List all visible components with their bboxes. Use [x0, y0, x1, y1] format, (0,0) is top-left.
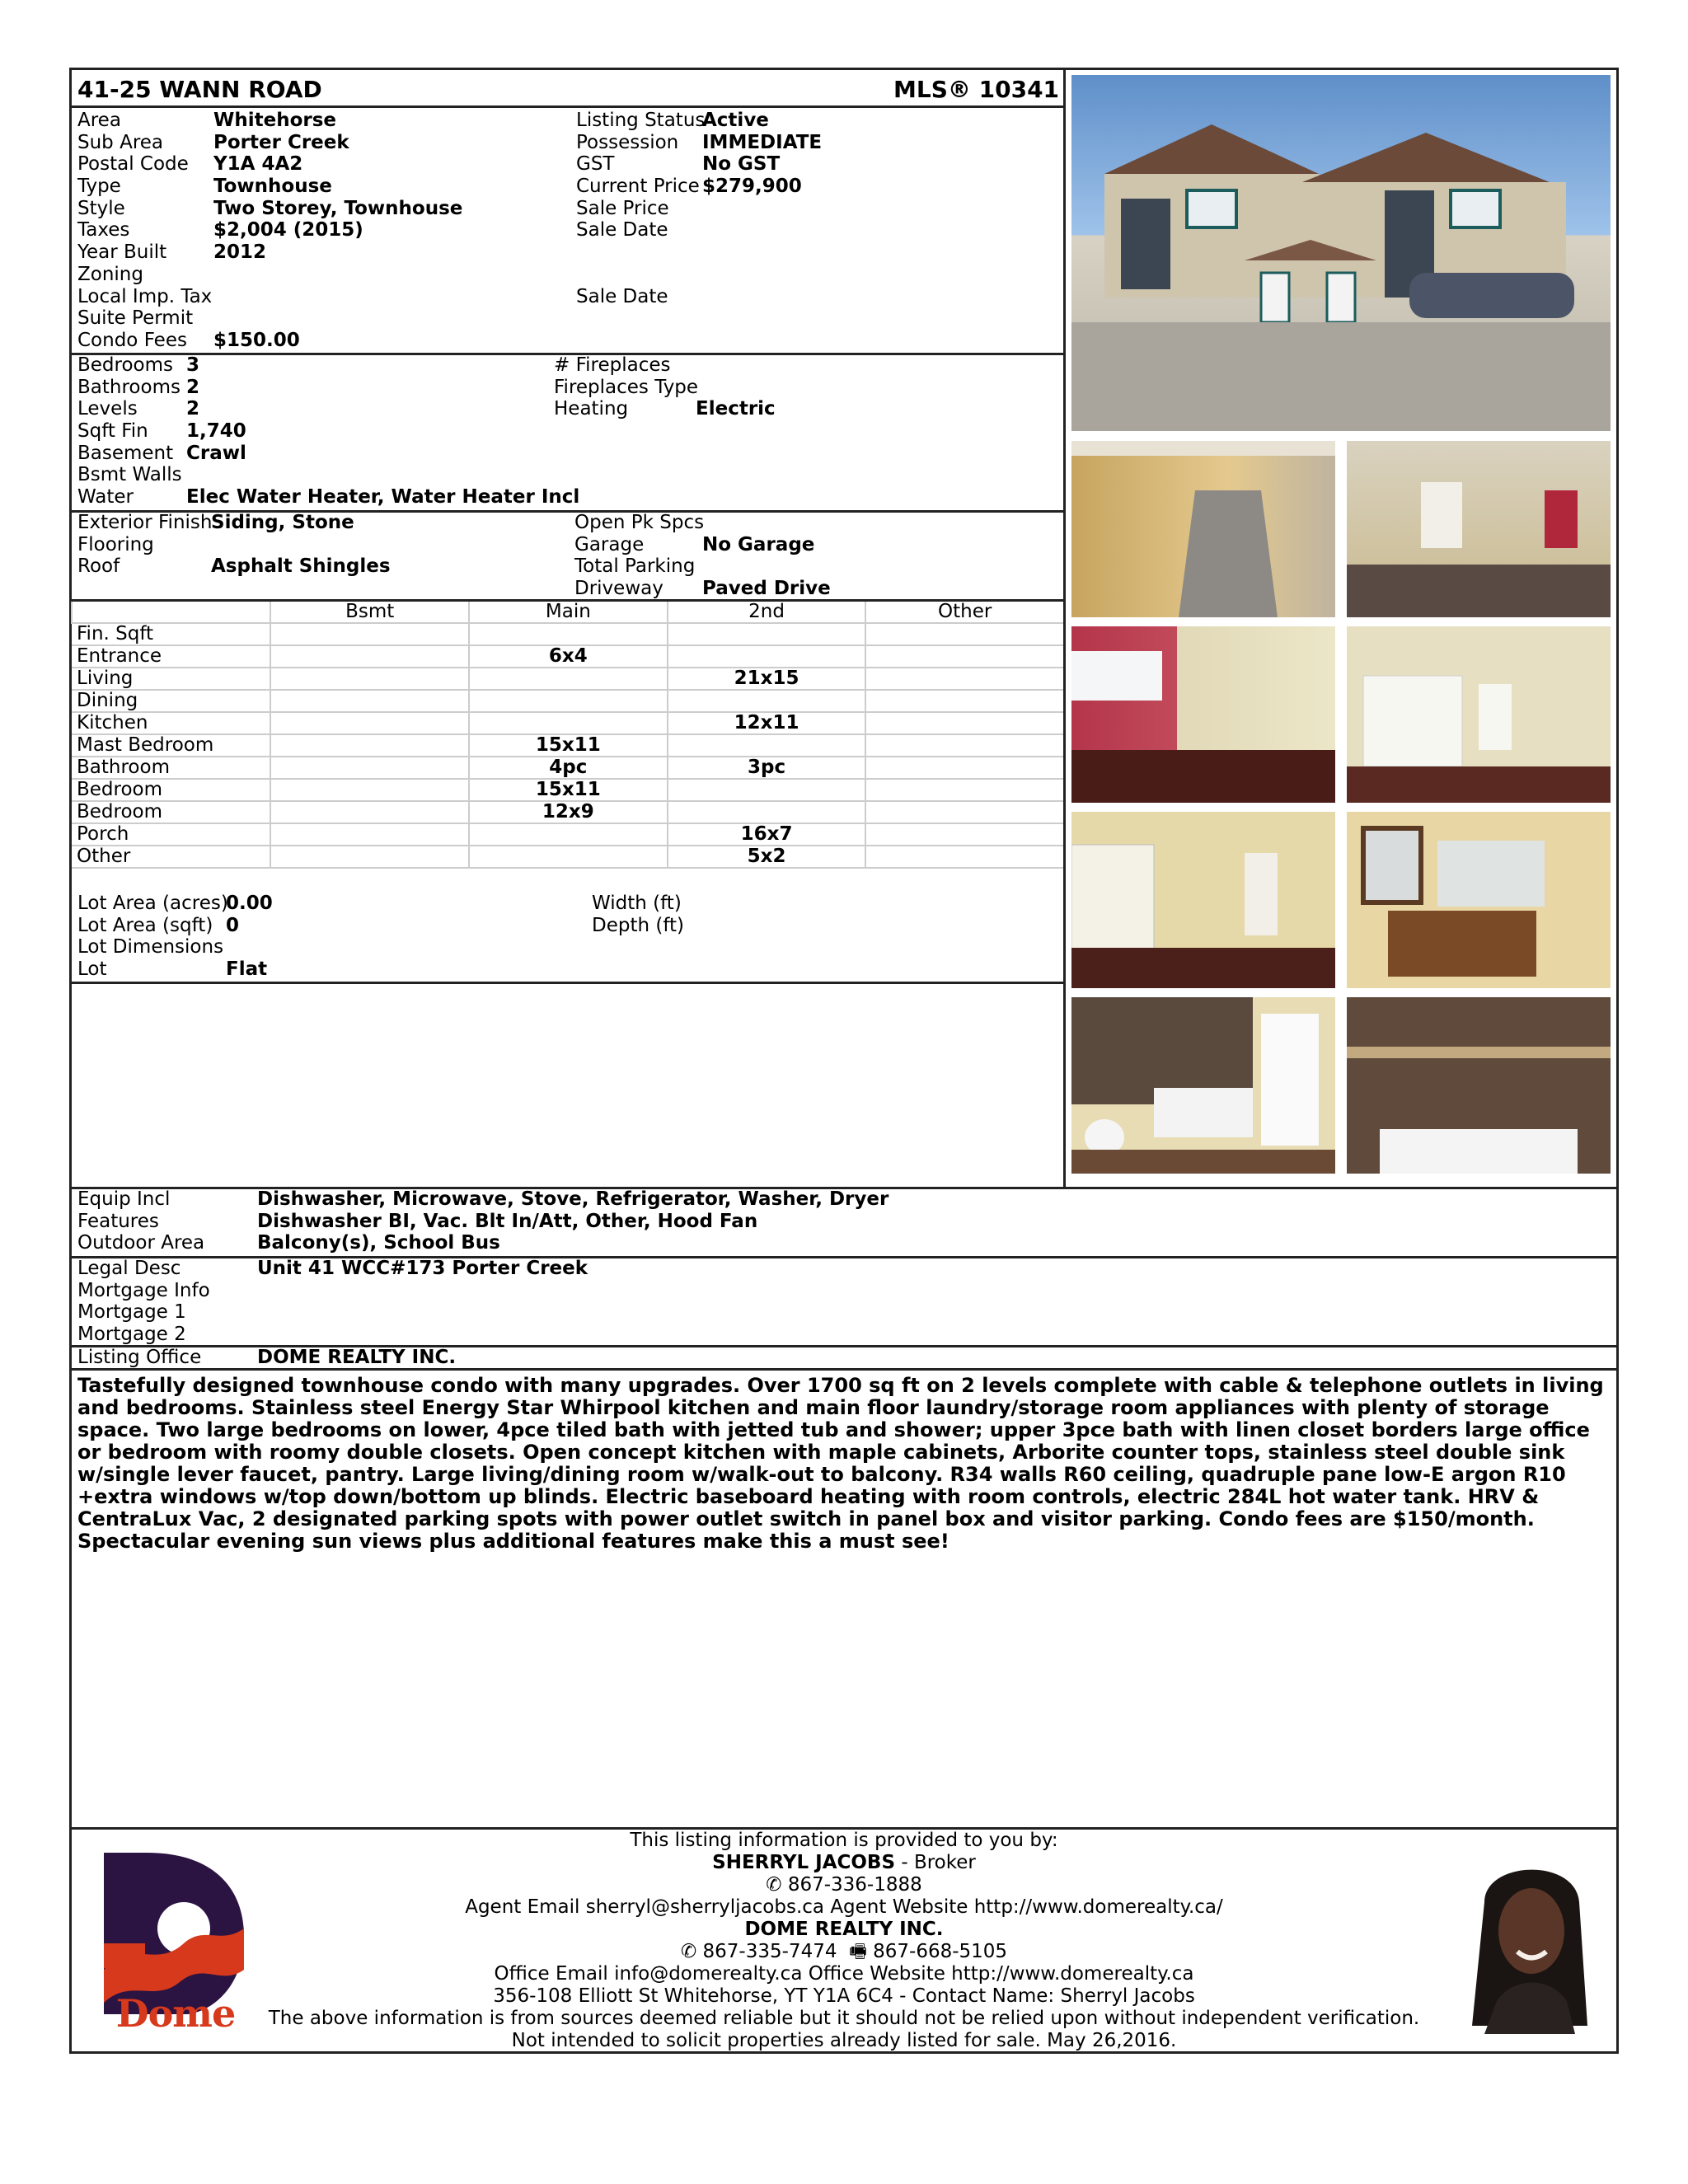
listing-office	[77, 1347, 456, 1369]
table-row: Living 21x15	[72, 668, 1063, 690]
detail-row: Bathrooms 2	[77, 376, 200, 398]
detail-row: Flooring	[77, 533, 154, 555]
notice: Not intended to solicit properties already listed for sale. May 26,2016.	[511, 2030, 1177, 2051]
table-row: Mast Bedroom 15x11	[72, 734, 1063, 757]
detail-row: Sale Price	[576, 197, 669, 219]
detail-row: Area Whitehorse	[77, 110, 337, 131]
detail-row: Listing Status Active	[576, 110, 769, 131]
logo-text: Dome	[115, 1991, 236, 2036]
detail-row: Exterior Finish Siding, Stone	[77, 512, 354, 533]
divider	[69, 982, 1065, 984]
detail-row: Lot Area (acres) 0.00	[77, 893, 273, 914]
detail-row: Bedrooms 3	[77, 354, 200, 376]
detail-row: Suite Permit	[77, 307, 194, 330]
detail-row: Mortgage 1	[77, 1301, 186, 1324]
detail-row: Mortgage Info	[77, 1279, 210, 1301]
disclaimer: The above information is from sources deemed reliable but it should not be relied upon without independent verification.	[268, 2008, 1420, 2029]
tub-photo	[1347, 997, 1611, 1174]
table-row: Other 5x2	[72, 846, 1063, 868]
legal-section	[77, 1258, 588, 1346]
detail-row: Sqft Fin 1,740	[77, 420, 246, 443]
detail-row: Bsmt Walls	[77, 464, 182, 486]
hallway-photo	[1347, 441, 1611, 617]
detail-row: Listing Office DOME REALTY INC.	[77, 1347, 457, 1368]
detail-row: Taxes $2,004 (2015)	[77, 219, 363, 241]
detail-row: Mortgage 2	[77, 1324, 186, 1346]
table-row: Dining	[72, 690, 1063, 712]
detail-row: Lot Area (sqft) 0	[77, 914, 240, 936]
column-header: Other	[865, 602, 1063, 623]
office-address: 356-108 Elliott St Whitehorse, YT Y1A 6C4 - Contact Name: Sherryl Jacobs	[493, 1985, 1195, 2007]
public-remarks: Tastefully designed townhouse condo with many upgrades. Over 1700 sq ft on 2 levels complete with cable & telephone outlets in living and bedrooms. Stainless steel Energy Star Whirpool kitchen and main floor laundry/storage room appliances with plenty of storage space. Two large bedrooms on lower, 4pce tiled bath with jetted tub and shower; upper 3pce bath with linen closet borders large office or bedroom with roomy double closets. Open concept kitchen with maple cabinets, Arborite counter tops, stainless steel double sink w/single lever faucet, pantry. Large living/dining room w/walk-out to balcony. R34 walls R60 ceiling, quadruple pane low-E argon R10 +extra windows w/top down/bottom up blinds. Electric baseboard heating with room controls, electric 284L hot water tank. HRV & CentraLux Vac, 2 designated parking spots with power outlet switch in panel box and visitor parking. Condo fees are $150/month. Spectacular evening sun views plus additional features make this a must see!	[77, 1374, 1604, 1553]
detail-row: Water Elec Water Heater, Water Heater Incl	[77, 486, 580, 509]
detail-row: Heating Electric	[554, 398, 776, 420]
table-row: Fin. Sqft	[72, 623, 1063, 645]
detail-row: Year Built 2012	[77, 241, 267, 264]
bedroom-photo	[1071, 812, 1335, 988]
mls-number: MLS® 10341	[893, 76, 1060, 103]
detail-row: Sale Date	[576, 285, 668, 307]
agent-line	[69, 1852, 1619, 1874]
lot-left	[77, 893, 273, 981]
detail-row: Sub Area Porter Creek	[77, 131, 349, 153]
detail-row: Roof Asphalt Shingles	[77, 555, 391, 578]
detail-row: Open Pk Spcs	[574, 512, 705, 533]
detail-row: Sale Date	[576, 219, 668, 241]
bath-photo	[1071, 997, 1335, 1174]
detail-row: Equip Incl Dishwasher, Microwave, Stove, Refrigerator, Washer, Dryer	[77, 1188, 889, 1210]
rooms-table	[71, 602, 1063, 869]
detail-row: Postal Code Y1A 4A2	[77, 153, 303, 176]
agent-phone[interactable]: 867-336-1888	[787, 1874, 922, 1896]
office-contact: Office Email info@domerealty.ca Office Website http://www.domerealty.ca	[494, 1963, 1194, 1985]
details-right	[576, 110, 822, 307]
table-row: Entrance 6x4	[72, 645, 1063, 668]
table-row: Kitchen 12x11	[72, 712, 1063, 734]
detail-row: Current Price $279,900	[576, 176, 802, 198]
phone-icon: ✆	[680, 1941, 703, 1962]
office-phone[interactable]: 867-335-7474	[702, 1941, 837, 1962]
column-header: 2nd	[668, 602, 866, 623]
fax-icon: 🖷	[849, 1941, 874, 1962]
interior-right	[554, 354, 776, 420]
detail-row: Zoning	[77, 263, 143, 285]
detail-row: Garage No Garage	[574, 533, 815, 555]
phone-icon: ✆	[766, 1874, 788, 1896]
detail-row: Depth (ft)	[592, 914, 685, 936]
detail-row: Possession IMMEDIATE	[576, 131, 823, 153]
detail-row: Basement Crawl	[77, 442, 246, 464]
column-header: Bsmt	[270, 602, 469, 623]
agent-phone-line	[69, 1874, 1619, 1896]
detail-row: Driveway Paved Drive	[574, 578, 831, 600]
detail-row: Type Townhouse	[77, 176, 332, 198]
agent-title: - Broker	[895, 1852, 976, 1873]
office-fax: 867-668-5105	[873, 1941, 1008, 1962]
divider	[69, 105, 1065, 108]
vanity-photo	[1347, 812, 1611, 988]
agent-photo	[1464, 1853, 1596, 2034]
detail-row: Outdoor Area Balcony(s), School Bus	[77, 1232, 500, 1254]
office-phone-line	[69, 1941, 1619, 1963]
table-row: Bedroom 15x11	[72, 779, 1063, 801]
column-header: Main	[469, 602, 668, 623]
detail-row: Width (ft)	[592, 893, 682, 914]
detail-row: Lot Dimensions	[77, 936, 224, 958]
table-header-row	[72, 602, 1063, 623]
detail-row	[576, 264, 822, 286]
table-row: Bedroom 12x9	[72, 801, 1063, 823]
column-divider	[1063, 68, 1066, 1188]
address-title: 41-25 WANN ROAD	[77, 76, 322, 103]
detail-row: Style Two Storey, Townhouse	[77, 197, 463, 219]
detail-row: Fireplaces Type	[554, 376, 699, 398]
exterior-left	[77, 512, 391, 578]
living-room-photo	[1071, 626, 1335, 803]
detail-row: Total Parking	[574, 555, 696, 578]
footer	[69, 1830, 1619, 2052]
table-row: Porch 16x7	[72, 823, 1063, 846]
detail-row: # Fireplaces	[554, 354, 671, 376]
table-row: Bathroom 4pc 3pc	[72, 757, 1063, 779]
footer-intro: This listing information is provided to you by:	[630, 1830, 1058, 1851]
office-name: DOME REALTY INC.	[744, 1919, 944, 1940]
details-left	[77, 110, 462, 352]
stairs-photo	[1071, 441, 1335, 617]
detail-row: Legal Desc Unit 41 WCC#173 Porter Creek	[77, 1258, 588, 1279]
detail-row: Condo Fees $150.00	[77, 329, 300, 351]
exterior-photo	[1071, 75, 1611, 431]
agent-name: SHERRYL JACOBS	[712, 1852, 896, 1873]
equipment-section	[77, 1188, 889, 1254]
interior-left	[77, 354, 579, 509]
agent-contact: Agent Email sherryl@sherryljacobs.ca Agent Website http://www.domerealty.ca/	[465, 1896, 1223, 1918]
exterior-right	[574, 512, 831, 600]
bedroom-closet-photo	[1347, 626, 1611, 803]
detail-row: GST No GST	[576, 153, 781, 176]
lot-right	[592, 893, 715, 936]
detail-row	[576, 241, 822, 264]
detail-row: Lot Flat	[77, 958, 268, 981]
detail-row: Features Dishwasher BI, Vac. Blt In/Att, Other, Hood Fan	[77, 1210, 758, 1232]
detail-row: Levels 2	[77, 398, 200, 420]
detail-row: Local Imp. Tax	[77, 285, 213, 307]
